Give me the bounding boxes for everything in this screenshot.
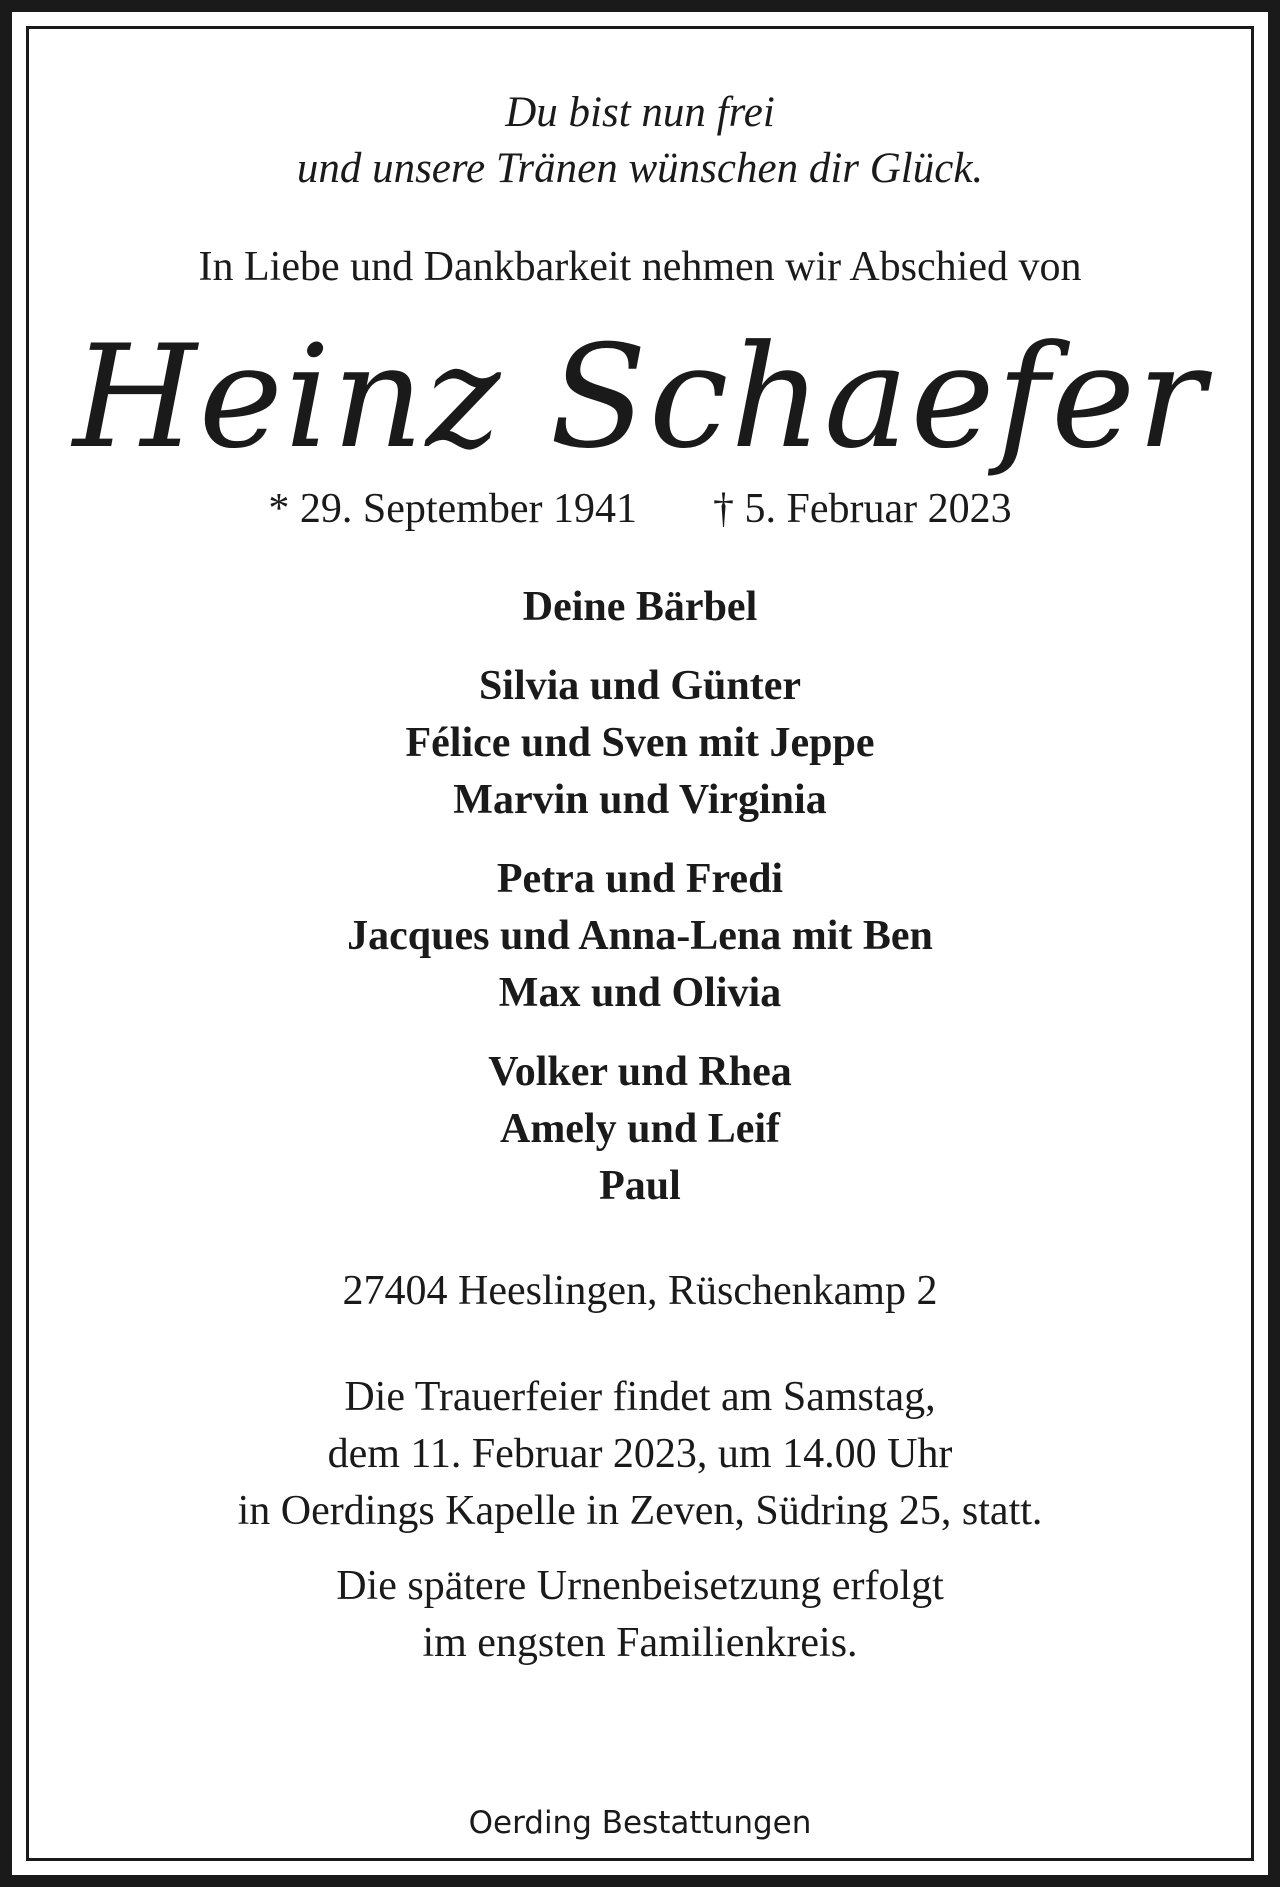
funeral-home-credit: Oerding Bestattungen: [468, 1805, 812, 1841]
funeral-service-info: [29, 1369, 1251, 1540]
mourner-name: Max und Olivia: [498, 970, 782, 1016]
mourner-name: Jacques und Anna-Lena mit Ben: [347, 913, 933, 959]
urn-line: im engsten Familienkreis.: [422, 1620, 858, 1666]
quote-line: und unsere Tränen wünschen dir Glück.: [296, 145, 984, 192]
death-date: † 5. Februar 2023: [712, 486, 1012, 532]
notice-content: [29, 29, 1251, 1672]
service-line: Die Trauerfeier findet am Samstag,: [344, 1374, 936, 1420]
life-dates: [29, 483, 1251, 535]
mourner-name: Félice und Sven mit Jeppe: [405, 720, 875, 766]
family-group: [29, 658, 1251, 829]
family-group: [29, 579, 1251, 636]
family-address: 27404 Heeslingen, Rüschenkamp 2: [342, 1268, 938, 1314]
birth-date: * 29. September 1941: [268, 486, 637, 532]
mourner-name: Deine Bärbel: [522, 584, 758, 630]
mourner-name: Petra und Fredi: [496, 856, 784, 902]
urn-line: Die spätere Urnenbeisetzung erfolgt: [336, 1563, 944, 1609]
service-line: in Oerdings Kapelle in Zeven, Südring 25, statt.: [237, 1488, 1043, 1534]
family-group: [29, 851, 1251, 1022]
quote-line: Du bist nun frei: [505, 89, 775, 136]
mourner-name: Volker und Rhea: [488, 1049, 792, 1095]
obituary-notice: [26, 26, 1254, 1861]
intro-text: In Liebe und Dankbarkeit nehmen wir Abschied von: [198, 244, 1082, 290]
urn-burial-info: [29, 1558, 1251, 1672]
mourner-name: Paul: [599, 1163, 681, 1209]
family-group: [29, 1044, 1251, 1215]
service-line: dem 11. Februar 2023, um 14.00 Uhr: [327, 1431, 953, 1477]
mourner-name: Amely und Leif: [499, 1106, 780, 1152]
opening-quote: [29, 85, 1251, 197]
deceased-name: Heinz Schaefer: [72, 315, 1208, 480]
mourner-name: Marvin und Virginia: [453, 777, 827, 823]
mourner-name: Silvia und Günter: [478, 663, 802, 709]
